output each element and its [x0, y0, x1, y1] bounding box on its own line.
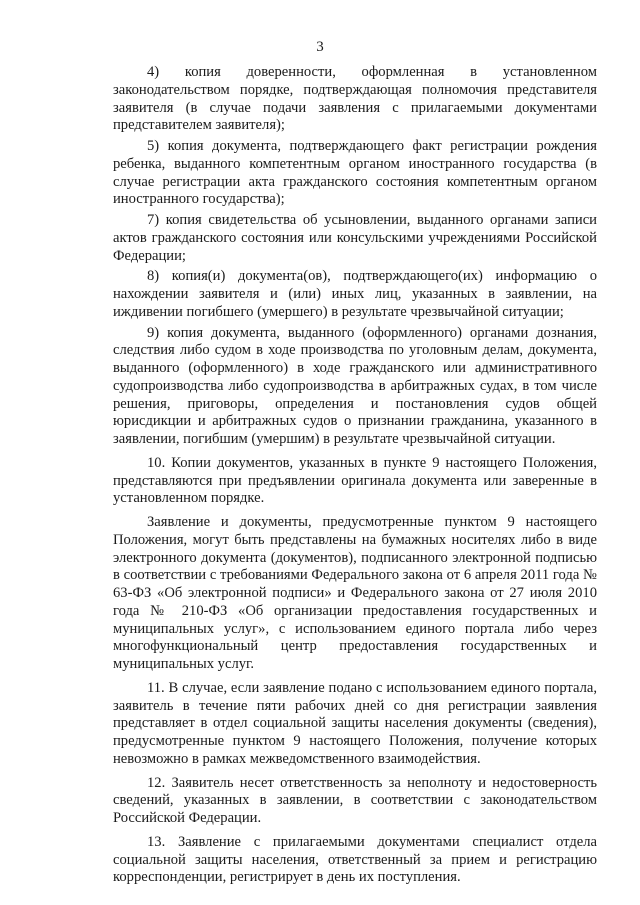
paragraph-item-5: 5) копия документа, подтверждающего факт регистрации рождения ребенка, выданного компетентным органом иностранного государства (в случае регистрации акта гражданского состояния компетентным органом иностранного государства);	[113, 138, 597, 208]
page-number: 3	[316, 39, 324, 55]
paragraph-clause-12: 12. Заявитель несет ответственность за неполноту и недостоверность сведений, указанных в заявлении, в соответствии с законодательством Российской Федерации.	[113, 774, 597, 826]
paragraph-item-4: 4) копия доверенности, оформленная в установленном законодательством порядке, подтверждающая полномочия представителя заявителя (в случае подачи заявления с прилагаемыми документами представителем заявителя);	[113, 64, 597, 134]
paragraph-clause-11: 11. В случае, если заявление подано с использованием единого портала, заявитель в течение пяти рабочих дней со дня регистрации заявления представляет в отдел социальной защиты населения документы (сведения), предусмотренные пунктом 9 настоящего Положения, получение которых невозможно в рамках межведомственного взаимодействия.	[113, 679, 597, 767]
paragraph-item-8: 8) копия(и) документа(ов), подтверждающего(их) информацию о нахождении заявителя и (или) иных лиц, указанных в заявлении, на иждивении погибшего (умершего) в результате чрезвычайной ситуации;	[113, 268, 597, 320]
paragraph-electronic-submission: Заявление и документы, предусмотренные пунктом 9 настоящего Положения, могут быть представлены на бумажных носителях либо в виде электронного документа (документов), подписанного электронной подписью в соответствии с требованиями Федерального закона от 6 апреля 2011 года № 63-ФЗ «Об электронной подписи» и Федерального закона от 27 июля 2010 года № 210-ФЗ «Об организации предоставления государственных и муниципальных услуг», с использованием единого портала либо через многофункциональный центр предоставления государственных и муниципальных услуг.	[113, 514, 597, 672]
paragraph-item-7: 7) копия свидетельства об усыновлении, выданного органами записи актов гражданского состояния или консульскими учреждениями Российской Федерации;	[113, 212, 597, 264]
paragraph-clause-10: 10. Копии документов, указанных в пункте 9 настоящего Положения, представляются при предъявлении оригинала документа или заверенные в установленном порядке.	[113, 454, 597, 507]
document-body	[113, 64, 597, 887]
paragraph-item-9: 9) копия документа, выданного (оформленного) органами дознания, следствия либо судом в ходе производства по уголовным делам, документа, выданного (оформленного) в ходе гражданского или административного судопроизводства либо судопроизводства в арбитражных судах, в том числе решения, приговоры, определения и постановления судов общей юрисдикции и арбитражных судов о признании гражданина, указанного в заявлении, погибшим (умершим) в результате чрезвычайной ситуации.	[113, 324, 597, 447]
paragraph-clause-13: 13. Заявление с прилагаемыми документами специалист отдела социальной защиты населения, ответственный за прием и регистрацию корреспонденции, регистрирует в день их поступления.	[113, 833, 597, 886]
